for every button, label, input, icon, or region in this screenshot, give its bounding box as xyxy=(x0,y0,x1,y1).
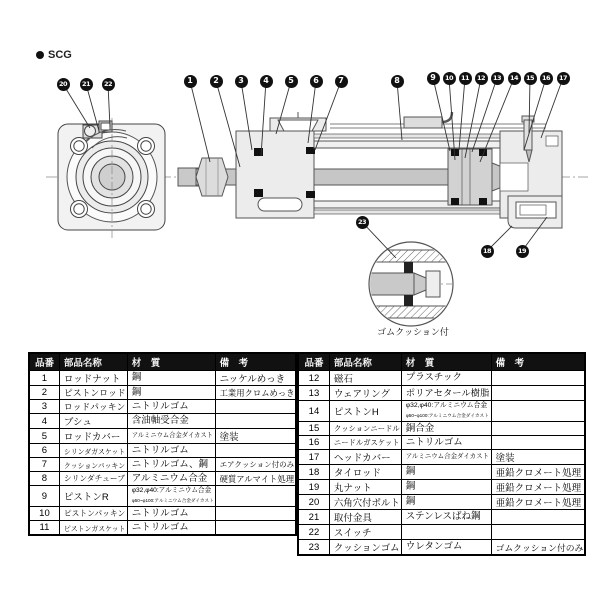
cell-part-no: 2 xyxy=(29,386,59,400)
table-row xyxy=(29,472,296,486)
cell-part-no: 10 xyxy=(29,507,59,521)
table-row xyxy=(29,429,296,444)
material-line: 鋼 xyxy=(405,466,416,477)
material-line: ステンレスばね鋼 xyxy=(405,511,481,522)
callout-badge-8: 8 xyxy=(391,75,404,88)
table-row xyxy=(298,540,585,556)
material-line: φ50~φ100:アルミニウム合金ダイカスト xyxy=(405,413,489,418)
callout-badge-22: 22 xyxy=(102,78,115,91)
callout-badge-17: 17 xyxy=(557,72,570,85)
cell-part-no: 22 xyxy=(298,525,329,540)
table-row xyxy=(29,521,296,536)
cell-part-name: 丸ナット xyxy=(329,480,401,495)
rod-cover xyxy=(236,112,326,218)
cell-part-name: シリンダチューブ xyxy=(59,472,127,486)
cell-part-name: ウェアリング xyxy=(329,386,401,401)
cell-note xyxy=(215,486,296,507)
cell-note xyxy=(491,386,585,401)
cell-material xyxy=(127,429,215,444)
cell-part-name: クッションパッキン xyxy=(59,458,127,472)
cell-material xyxy=(127,444,215,458)
callout-badge-20: 20 xyxy=(57,78,70,91)
callout-badge-15: 15 xyxy=(524,72,537,85)
cell-part-name: スイッチ xyxy=(329,525,401,540)
cell-material xyxy=(127,400,215,414)
cell-material xyxy=(401,480,491,495)
header-name: 部品名称 xyxy=(59,353,127,371)
material-line: ニトリルゴム xyxy=(405,436,463,448)
header-name: 部品名称 xyxy=(329,353,401,371)
callout-badge-23: 23 xyxy=(356,216,369,229)
material-line: ニトリルゴム、鋼 xyxy=(131,458,209,470)
header-note: 備 考 xyxy=(491,353,585,371)
material-line: プラスチック xyxy=(405,372,462,383)
cell-material xyxy=(401,450,491,465)
cell-note xyxy=(215,507,296,521)
table-row xyxy=(298,525,585,540)
cell-note xyxy=(215,400,296,414)
material-line: 含油軸受合金 xyxy=(131,415,189,426)
table-row xyxy=(29,486,296,507)
cell-material xyxy=(401,436,491,450)
cell-material xyxy=(401,510,491,525)
table-row xyxy=(298,480,585,495)
cell-note xyxy=(491,436,585,450)
cell-note: 工業用クロムめっき xyxy=(215,386,296,400)
material-line: ニトリルゴム xyxy=(131,521,189,533)
callout-badge-5: 5 xyxy=(285,75,298,88)
bracket-switch xyxy=(516,202,556,218)
material-line: ニトリルゴム xyxy=(131,444,189,456)
callout-badge-18: 18 xyxy=(481,245,494,258)
table-header-row xyxy=(29,353,296,371)
table-row xyxy=(298,371,585,386)
cell-part-no: 18 xyxy=(298,465,329,480)
series-label xyxy=(36,49,72,61)
material-line: φ50~φ100:アルミニウム合金ダイカスト xyxy=(131,498,214,503)
callout-badge-2: 2 xyxy=(210,75,223,88)
material-line: アルミニウム合金ダイカスト xyxy=(405,453,489,460)
cell-note: 塗装 xyxy=(215,429,296,444)
table-row xyxy=(298,386,585,401)
table-header-row xyxy=(298,353,585,371)
callout-badge-1: 1 xyxy=(184,75,197,88)
callout-badge-11: 11 xyxy=(459,72,472,85)
cell-material xyxy=(401,465,491,480)
rod-tip xyxy=(178,168,198,186)
table-row xyxy=(29,371,296,386)
cell-part-no: 8 xyxy=(29,472,59,486)
cell-part-name: ロッドカバー xyxy=(59,429,127,444)
cell-part-name: 磁石 xyxy=(329,371,401,386)
cell-material xyxy=(401,525,491,540)
material-line: ポリアセタール樹脂 xyxy=(405,388,490,398)
cell-material xyxy=(127,472,215,486)
cell-part-no: 19 xyxy=(298,480,329,495)
rod-nut xyxy=(196,158,228,196)
table-row xyxy=(29,444,296,458)
cell-note: エアクッション付のみ xyxy=(215,458,296,472)
cell-material xyxy=(401,401,491,422)
cell-part-no: 1 xyxy=(29,371,59,386)
material-line: φ32,φ40:アルミニウム合金 xyxy=(131,487,212,494)
cell-part-no: 16 xyxy=(298,436,329,450)
table-row xyxy=(29,400,296,414)
cell-material xyxy=(127,486,215,507)
cell-material xyxy=(401,371,491,386)
cell-note: 亜鉛クロメート処理 xyxy=(491,480,585,495)
cell-part-no: 6 xyxy=(29,444,59,458)
cell-note xyxy=(215,444,296,458)
cell-material xyxy=(127,507,215,521)
cell-note: 亜鉛クロメート処理 xyxy=(491,465,585,480)
callout-badge-6: 6 xyxy=(310,75,323,88)
cell-part-no: 3 xyxy=(29,400,59,414)
header-no: 品番 xyxy=(298,353,329,371)
cell-note xyxy=(215,521,296,536)
cell-part-name: ブシュ xyxy=(59,414,127,429)
table-row xyxy=(298,401,585,422)
material-line: 鋼 xyxy=(131,386,142,398)
callout-badge-9: 9 xyxy=(427,72,440,85)
cell-part-no: 13 xyxy=(298,386,329,401)
cell-part-name: シリンダガスケット xyxy=(59,444,127,458)
callout-badge-7: 7 xyxy=(335,75,348,88)
table-row xyxy=(298,436,585,450)
bullet-icon xyxy=(36,51,44,59)
cell-material xyxy=(127,458,215,472)
cell-note xyxy=(215,414,296,429)
material-line: ウレタンゴム xyxy=(405,541,463,552)
cell-part-name: ピストンロッド xyxy=(59,386,127,400)
cell-part-name: ロッドナット xyxy=(59,371,127,386)
callout-badge-12: 12 xyxy=(475,72,488,85)
cell-part-no: 23 xyxy=(298,540,329,556)
header-no: 品番 xyxy=(29,353,59,371)
callout-badge-19: 19 xyxy=(516,245,529,258)
cell-material xyxy=(127,386,215,400)
table-row xyxy=(29,414,296,429)
cell-note: ゴムクッション付のみ xyxy=(491,540,585,556)
table-row xyxy=(298,422,585,436)
callout-badge-16: 16 xyxy=(540,72,553,85)
cell-part-no: 5 xyxy=(29,429,59,444)
front-view xyxy=(58,118,165,238)
material-line: 鋼 xyxy=(131,372,142,383)
callout-badge-14: 14 xyxy=(508,72,521,85)
detail-circle xyxy=(366,242,456,326)
cell-part-no: 21 xyxy=(298,510,329,525)
cell-note: 亜鉛クロメート処理 xyxy=(491,495,585,510)
cell-part-name: ピストンR xyxy=(59,486,127,507)
cell-material xyxy=(401,386,491,401)
cell-note xyxy=(491,401,585,422)
bottom-bracket xyxy=(508,196,562,228)
cell-part-name: 六角穴付ボルト xyxy=(329,495,401,510)
parts-table-left xyxy=(28,352,297,536)
series-label-text: SCG xyxy=(48,49,72,61)
material-line: ニトリルゴム xyxy=(131,400,189,412)
callout-badge-21: 21 xyxy=(80,78,93,91)
cell-part-name: 取付金具 xyxy=(329,510,401,525)
cell-part-name: ニードルガスケット xyxy=(329,436,401,450)
cell-part-no: 20 xyxy=(298,495,329,510)
cell-note xyxy=(491,525,585,540)
cell-part-name: タイロッド xyxy=(329,465,401,480)
table-row xyxy=(298,495,585,510)
cell-material xyxy=(401,495,491,510)
cell-part-no: 4 xyxy=(29,414,59,429)
cell-part-name: ヘッドカバー xyxy=(329,450,401,465)
cell-note xyxy=(491,510,585,525)
header-note: 備 考 xyxy=(215,353,296,371)
rail-switch xyxy=(404,117,442,128)
cell-part-name: ロッドパッキン xyxy=(59,400,127,414)
callout-badge-4: 4 xyxy=(260,75,273,88)
parts-table-right xyxy=(297,352,586,556)
cell-material xyxy=(127,371,215,386)
cell-material xyxy=(401,422,491,436)
cell-part-name: クッションニードル xyxy=(329,422,401,436)
cell-part-name: クッションゴム xyxy=(329,540,401,556)
cell-part-no: 11 xyxy=(29,521,59,536)
header-material: 材 質 xyxy=(127,353,215,371)
cell-part-no: 17 xyxy=(298,450,329,465)
material-line: アルミニウム合金 xyxy=(131,472,208,484)
material-line: アルミニウム合金ダイカスト xyxy=(131,432,213,439)
cell-part-no: 14 xyxy=(298,401,329,422)
piston-rod xyxy=(196,169,450,185)
callout-badge-13: 13 xyxy=(491,72,504,85)
cell-material xyxy=(127,521,215,536)
cell-part-name: ピストンガスケット xyxy=(59,521,127,536)
callout-badge-10: 10 xyxy=(443,72,456,85)
material-line: 鋼 xyxy=(405,496,416,507)
side-section-view xyxy=(178,112,562,228)
table-row xyxy=(29,458,296,472)
cell-note: ニッケルめっき xyxy=(215,371,296,386)
material-line: 銅合金 xyxy=(405,422,435,434)
cell-part-no: 9 xyxy=(29,486,59,507)
cell-part-name: ピストンパッキン xyxy=(59,507,127,521)
cell-note xyxy=(491,422,585,436)
table-row xyxy=(29,386,296,400)
cell-note xyxy=(491,371,585,386)
cell-note: 硬質アルマイト処理 xyxy=(215,472,296,486)
cell-part-name: ピストンH xyxy=(329,401,401,422)
cell-part-no: 7 xyxy=(29,458,59,472)
table-row xyxy=(298,465,585,480)
cell-part-no: 15 xyxy=(298,422,329,436)
table-row xyxy=(29,507,296,521)
material-line: 鋼 xyxy=(405,481,416,492)
detail-caption: ゴムクッション付 xyxy=(377,327,449,337)
cell-part-no: 12 xyxy=(298,371,329,386)
cell-material xyxy=(401,540,491,556)
callout-badge-3: 3 xyxy=(235,75,248,88)
cell-material xyxy=(127,414,215,429)
material-line: φ32,φ40:アルミニウム合金 xyxy=(405,402,488,409)
material-line: ニトリルゴム xyxy=(131,507,189,519)
table-row xyxy=(298,450,585,465)
table-row xyxy=(298,510,585,525)
header-material: 材 質 xyxy=(401,353,491,371)
cell-note: 塗装 xyxy=(491,450,585,465)
top-switch-rail xyxy=(330,112,546,128)
